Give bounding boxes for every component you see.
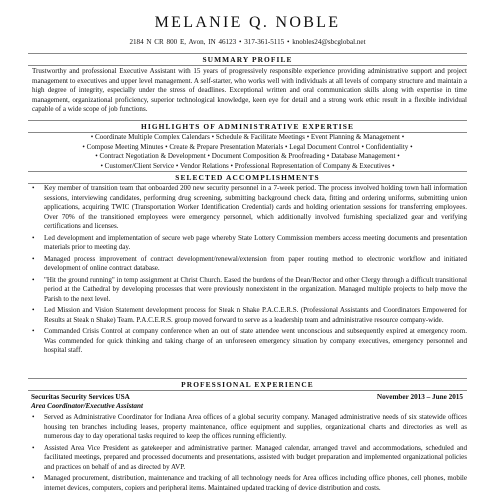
bullet-icon: • [32, 306, 35, 315]
list-item: • Led development and implementation of secure web page whereby State Lottery Commission members access meeting documents and presentation materials prior to meeting day. [32, 233, 467, 252]
bullet-icon: • [32, 254, 35, 263]
experience-heading: PROFESSIONAL EXPERIENCE [28, 378, 467, 391]
list-item: • Assisted Area Vice President as gatekeeper and administrative partner. Managed calendar, arranged travel and accommodations, scheduled and facilitated meetings, prepared and processed documents and presentations, assisted with budget preparation and implemented organizational policies and practices on behalf of and as directed by AVP. [32, 443, 467, 471]
experience-list [28, 413, 467, 495]
list-item: • Key member of transition team that onboarded 200 new security personnel in a 7-week period. The process involved holding town hall information sessions, interviewing candidates, performing drug screening, submitting background check data, fitting and ordering uniforms, submitting union applications, acquiring TWIC (Transportation Worker Identification Credential) cards and holding orientation sessions for transferring employees. Over 70% of the transitioned employees were emergency personnel, which additionally involved furnishing specialized gear and verifying certifications and licenses. [32, 184, 467, 230]
bullet-icon: • [32, 474, 35, 483]
expertise-line: • Customer/Client Service • Vendor Relations • Professional Representation of Company & Executives • [100, 161, 395, 170]
bullet-icon: • [32, 233, 35, 242]
expertise-line: • Contract Negotiation & Development • Document Composition & Proofreading • Database Management • [95, 152, 400, 160]
expertise-heading: HIGHLIGHTS OF ADMINISTRATIVE EXPERTISE [28, 120, 467, 133]
bullet-icon: • [32, 327, 35, 336]
list-item: • Led Mission and Vision Statement development process for Steak n Shake P.A.C.E.R.S. (Professional Assistants and Coordinators Empowered for Results at Steak n Shake) Team. P.A.C.E.R.S. group moved forward to serve as a leadership team and administrative resource company-wide. [32, 306, 467, 324]
summary-text: Trustworthy and professional Executive Assistant with 15 years of progressively responsible experience providing administrative support and project management to executives and upper level management. A self-starter, who works well with individuals at all levels of company structure and maintain a high degree of integrity, especially under the stress of deadlines. Exceptional written and oral communication skills along with expertise in time management, organizational proficiency, superior technological knowledge, keen eye for detail and a strong work ethic result in a flexible individual capable of a wide scope of job functions. [32, 67, 467, 113]
expertise-line: • Coordinate Multiple Complex Calendars • Schedule & Facilitate Meetings • Event Planning & Management • [90, 133, 405, 141]
contact-line: 2184 N CR 800 E, Avon, IN 46123 • 317-361-5115 • knobles24@sbcglobal.net [129, 38, 366, 46]
job-title: Area Coordinator/Executive Assistant [31, 402, 143, 410]
bullet-icon: • [32, 275, 35, 284]
summary-heading: SUMMARY PROFILE [28, 53, 467, 66]
expertise-list [28, 133, 467, 171]
company-name: Securitas Security Services USA [31, 393, 130, 401]
job-dates: November 2013 – June 2015 [376, 393, 463, 401]
expertise-line: • Compose Meeting Minutes • Create & Prepare Presentation Materials • Legal Document Control • Confidentiality • [82, 142, 413, 151]
bullet-icon: • [32, 413, 35, 421]
accomplishments-list [28, 184, 467, 358]
list-item: • Served as Administrative Coordinator for Indiana Area offices of a global security company. Managed administrative needs of six statewide offices housing ten branches including leases, property maintenance, office equipment and supplies, organizational charts and directories as well as numerous day to day operational tasks required to keep the offices running efficiently. [32, 413, 467, 440]
bullet-icon: • [32, 443, 35, 452]
list-item: • Managed procurement, distribution, maintenance and tracking of all technology needs for Area offices including office phones, cell phones, mobile internet devices, computers, copiers and peripheral items. Maintained updated tracking of device distribution and costs. [32, 474, 467, 492]
list-item: • "Hit the ground running" in temp assignment at Christ Church. Eased the burdens of the Dean/Rector and other Clergy through a difficult transitional period at the Cathedral by developing processes that were previously nonexistent in the organization. Managed multiple projects to help move the Parish to the next level. [32, 275, 467, 303]
accomplishments-heading: SELECTED ACCOMPLISHMENTS [28, 171, 467, 184]
list-item: • Managed process improvement of contract development/renewal/extension from paper routing method to electronic workflow and initiated development of online contract database. [32, 254, 467, 273]
candidate-name: MELANIE Q. NOBLE [154, 14, 341, 31]
bullet-icon: • [32, 184, 35, 192]
list-item: • Commanded Crisis Control at company conference when an out of state attendee went unconscious and subsequently expired at emergency room. Was commended for quick thinking and taking charge of an unforeseen emergency situation by company executives, emergency personnel and hospital staff. [32, 327, 467, 355]
